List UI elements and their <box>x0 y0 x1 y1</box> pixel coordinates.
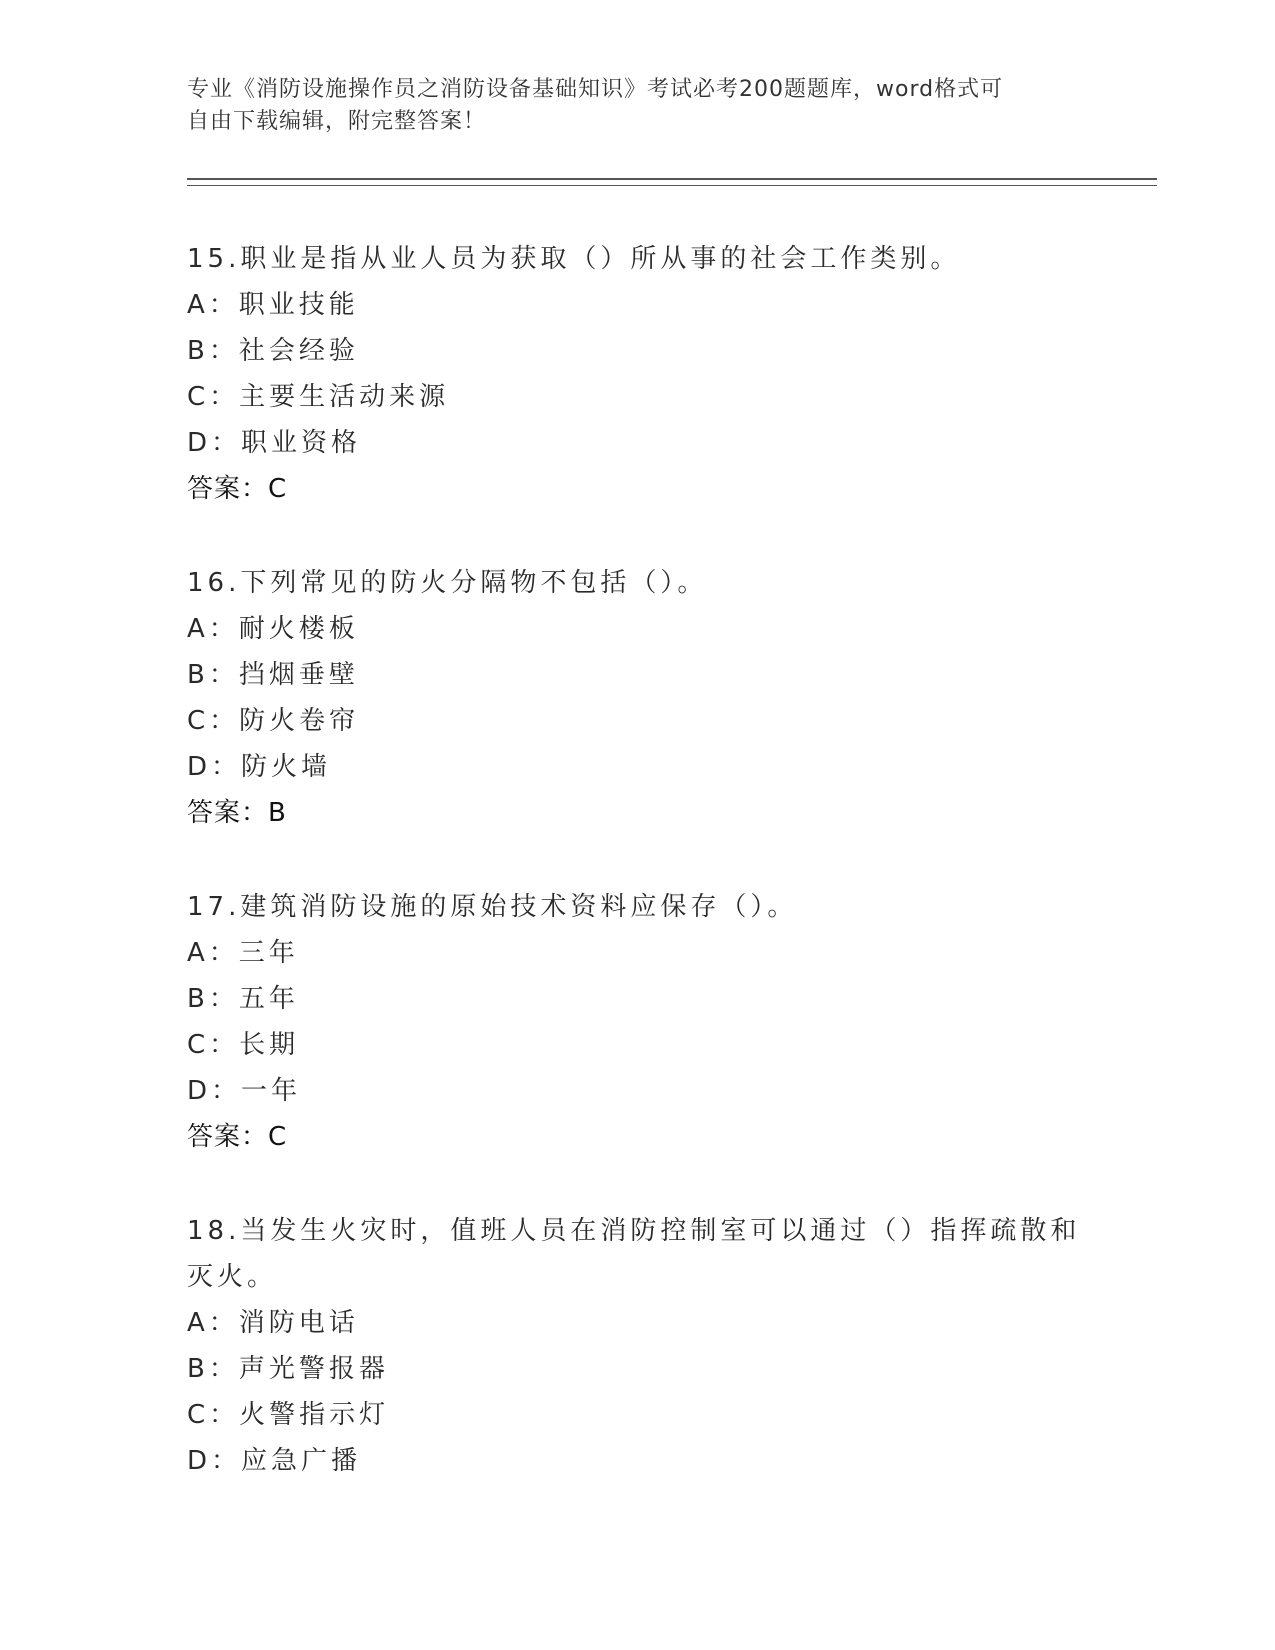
question-15 <box>187 236 1167 512</box>
question-stem: 17.建筑消防设施的原始技术资料应保存（）。 <box>187 892 798 922</box>
option-b: B：社会经验 <box>187 336 359 366</box>
question-17 <box>187 884 1167 1160</box>
option-b: B：五年 <box>187 984 299 1014</box>
header-divider <box>187 178 1157 186</box>
option-d: D：一年 <box>187 1076 302 1106</box>
header-line: 自由下载编辑，附完整答案！ <box>187 109 487 134</box>
question-18 <box>187 1208 1167 1484</box>
question-stem: 18.当发生火灾时，值班人员在消防控制室可以通过（）指挥疏散和灭火。 <box>187 1216 1081 1292</box>
header-line: 专业《消防设施操作员之消防设备基础知识》考试必考200题题库，word格式可 <box>187 77 1004 102</box>
option-b: B：声光警报器 <box>187 1354 389 1384</box>
option-d: D：应急广播 <box>187 1446 362 1476</box>
question-16 <box>187 560 1167 836</box>
answer: 答案：C <box>187 474 288 504</box>
option-c: C：防火卷帘 <box>187 706 360 736</box>
option-b: B：挡烟垂壁 <box>187 660 359 690</box>
option-d: D：职业资格 <box>187 428 362 458</box>
option-a: A：职业技能 <box>187 290 359 320</box>
question-stem: 15.职业是指从业人员为获取（）所从事的社会工作类别。 <box>187 244 961 274</box>
answer: 答案：B <box>187 798 287 828</box>
question-stem: 16.下列常见的防火分隔物不包括（）。 <box>187 568 708 598</box>
option-a: A：三年 <box>187 938 299 968</box>
option-d: D：防火墙 <box>187 752 332 782</box>
document-header <box>187 74 1067 138</box>
option-a: A：消防电话 <box>187 1308 359 1338</box>
option-a: A：耐火楼板 <box>187 614 359 644</box>
question-list <box>187 236 1167 1532</box>
option-c: C：长期 <box>187 1030 300 1060</box>
option-c: C：主要生活动来源 <box>187 382 450 412</box>
answer: 答案：C <box>187 1122 288 1152</box>
document-page <box>187 0 1167 1650</box>
option-c: C：火警指示灯 <box>187 1400 390 1430</box>
